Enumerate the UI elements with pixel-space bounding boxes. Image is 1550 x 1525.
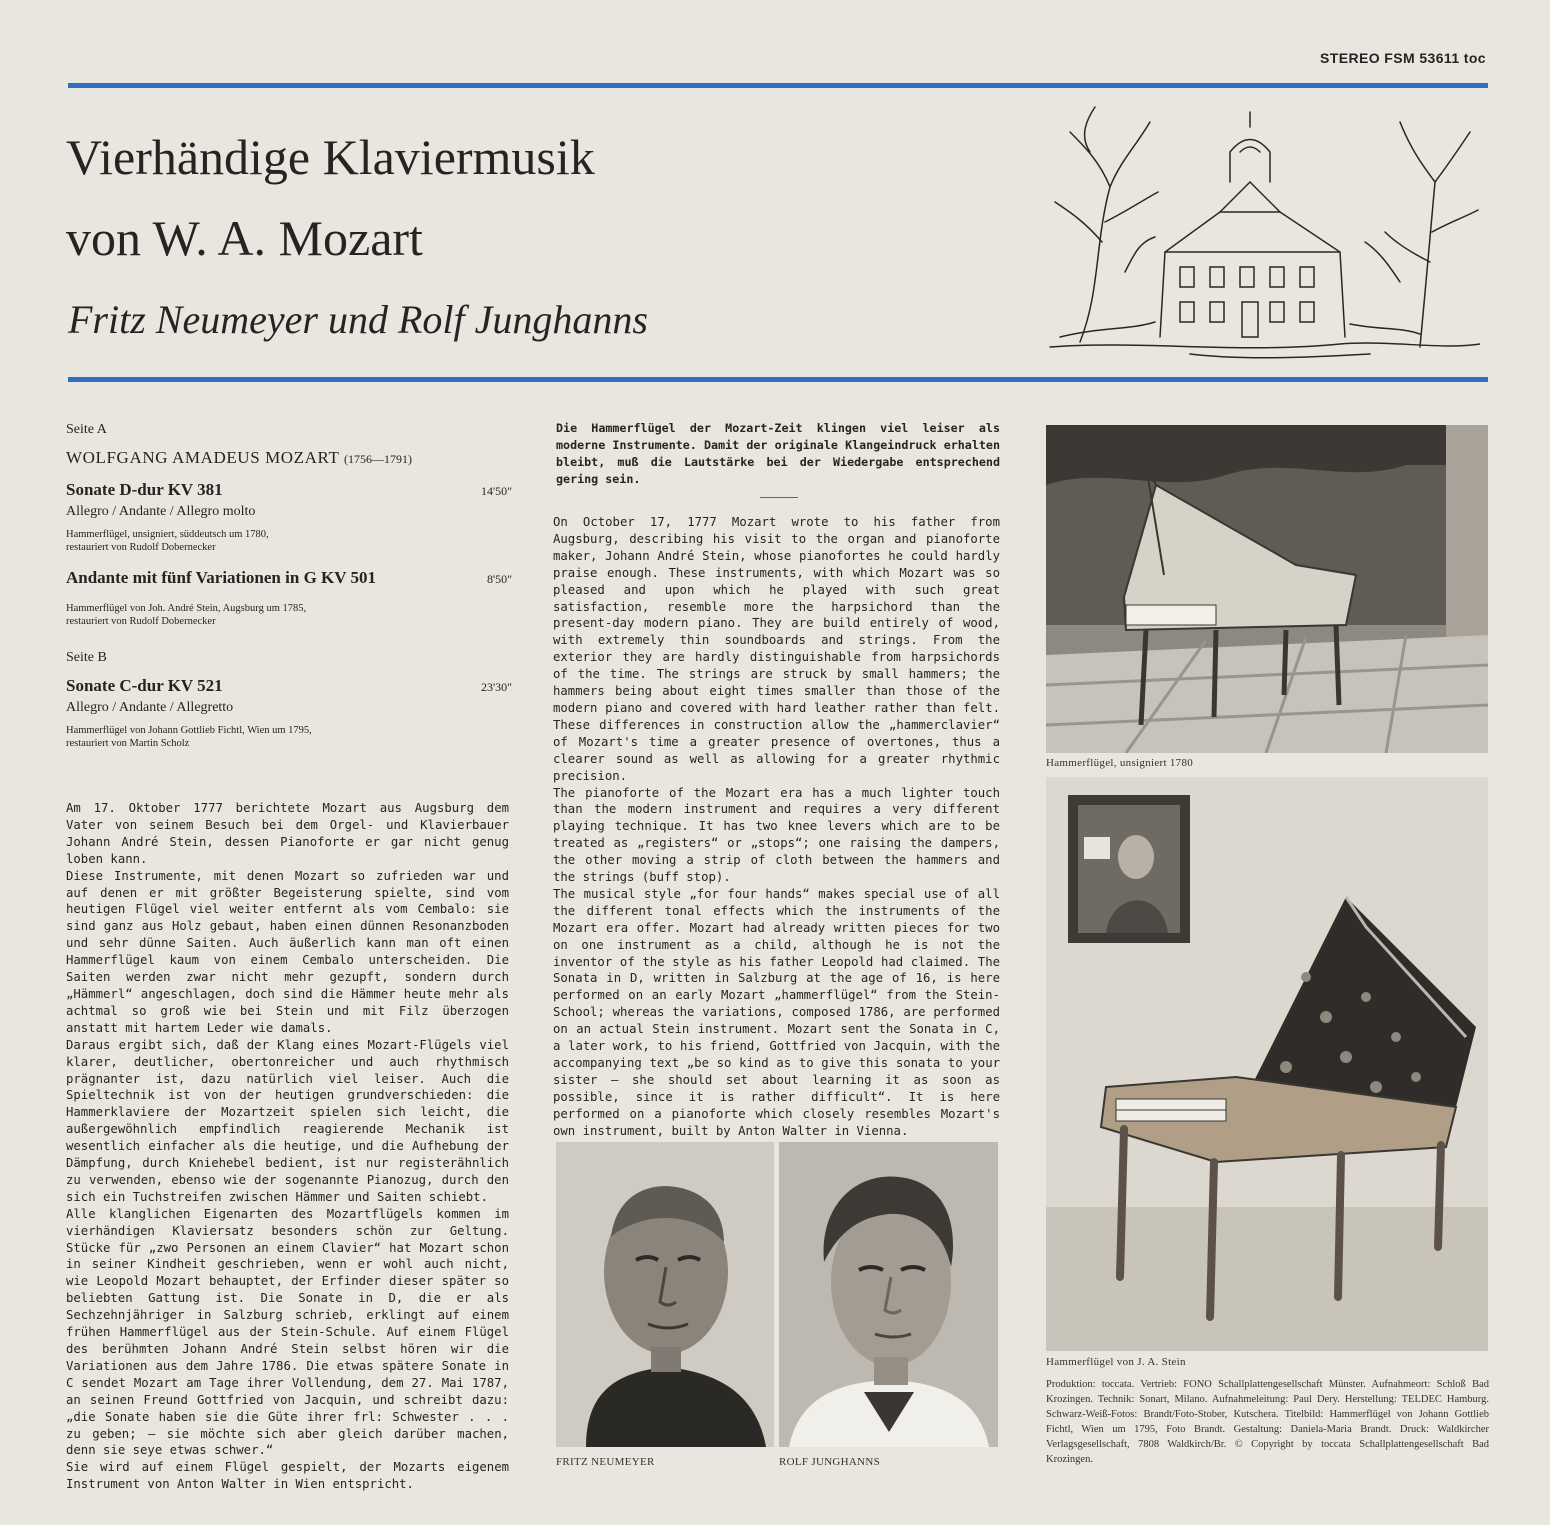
production-credits: Produktion: toccata. Vertrieb: FONO Schallplattengesellschaft Münster. Aufnahmeort: Schloß Bad Krozingen. Technik: Sonart, Milano. Aufnahmeleitung: Paul Dery. Herstellung: TELDEC Hamburg. Schwarz-Weiß-Fotos: Brandt/Foto-Stober, Kutschera. Titelbild: Hammerflügel von Johann Gottlieb Fichtl, Wien um 1795, Foto Brandt. Gestaltung: Daniela-Maria Brandt. Druck: Waldkircher Verlagsgesellschaft, 7808 Waldkirch/Br. © Copyright by toccata Schallplattengesellschaft Bad Krozingen. xyxy=(1046,1379,1489,1465)
work-2-title: Andante mit fünf Variationen in G KV 501 xyxy=(66,568,376,587)
work-3-title: Sonate C-dur KV 521 xyxy=(66,676,223,695)
title-line-1: Vierhändige Klaviermusik xyxy=(66,129,595,185)
work-1-duration: 14'50" xyxy=(480,484,512,498)
catalog-number: STEREO FSM 53611 toc xyxy=(1320,50,1486,66)
composer-heading xyxy=(66,448,512,468)
caption-rolf-junghanns: ROLF JUNGHANNS xyxy=(779,1456,881,1468)
german-liner-notes xyxy=(66,800,509,1493)
tracklist xyxy=(66,422,512,750)
side-a-label: Seite A xyxy=(66,422,107,437)
work-1-movements: Allegro / Andante / Allegro molto xyxy=(66,504,256,519)
english-liner-notes xyxy=(553,514,1000,1140)
album-title xyxy=(66,130,595,266)
photo-hammerfluegel-stein xyxy=(1046,777,1488,1351)
german-paragraph: Diese Instrumente, mit denen Mozart so zufrieden war und auf denen er mit größter Begeisterung spielte, sind vom heutigen Flügel viel weiter entfernt als vom Cembalo: sie sind ganz aus Holz gebaut, haben einen dünnen Resonanzboden und sehr dünne Saiten. Auch äußerlich kann man oft einen Hammerflügel kaum von einem Cembalo unterscheiden. Die Saiten werden zwar nicht mehr gezupft, sondern durch „Hämmerl“ angeschlagen, doch sind die Hämmer heute mehr als achtmal so groß wie bei Stein und mit Filz überzogen anstatt mit hartem Leder wie damals. xyxy=(66,868,509,1035)
english-paragraph: The musical style „for four hands“ makes special use of all the different tonal effects which the instruments of the Mozart era offer. Mozart had already written pieces for two on one instrument as a child, although he is not the inventor of the style as his father Leopold had claimed. The Sonata in D, written in Salzburg at the age of 16, is here performed on an early Mozart „hammerflügel“ from the Stein-School; whereas the variations, composed 1786, are performed on an actual Stein instrument. Mozart sent the Sonata in C, a later work, to his friend, Gottfried von Jacquin, with the accompanying text „be so kind as to give this sonata to your sister — she should set about learning it as soon as possible, since it is rather difficult“. It is here performed on a pianoforte which closely resembles Mozart's own instrument, built by Anton Walter in Vienna. xyxy=(553,886,1000,1138)
portrait-fritz-neumeyer xyxy=(556,1142,774,1447)
performers-subtitle: Fritz Neumeyer und Rolf Junghanns xyxy=(68,297,648,342)
composer-name: WOLFGANG AMADEUS MOZART xyxy=(66,448,340,467)
playback-volume-note: Die Hammerflügel der Mozart-Zeit klingen viel leiser als moderne Instrumente. Damit der originale Klangeindruck erhalten bleibt, muß die Lautstärke bei der Wiedergabe entsprechend gering sein. xyxy=(556,421,1000,486)
side-b-label: Seite B xyxy=(66,650,107,665)
work-2-duration: 8'50" xyxy=(486,572,512,586)
work-2 xyxy=(66,568,512,588)
work-1-note-line1: Hammerflügel, unsigniert, süddeutsch um 1780, xyxy=(66,529,269,540)
work-2-note-line1: Hammerflügel von Joh. André Stein, Augsburg um 1785, xyxy=(66,603,307,614)
bottom-blue-rule xyxy=(68,377,1488,382)
castle-sketch-illustration xyxy=(1040,92,1480,367)
work-2-note-line2: restauriert von Rudolf Dobernecker xyxy=(66,616,216,627)
work-1-title: Sonate D-dur KV 381 xyxy=(66,480,223,499)
work-3-note-line1: Hammerflügel von Johann Gottlieb Fichtl, Wien um 1795, xyxy=(66,725,312,736)
german-paragraph: Daraus ergibt sich, daß der Klang eines Mozart-Flügels viel klarer, deutlicher, obertonreicher und auch rhythmisch prägnanter ist, dazu natürlich viel leiser. Auch die Spieltechnik ist von der heutigen grundverschieden: die Hammerklaviere der Mozartzeit spielen sich leicht, die außergewöhnlich empfindlich reagierende Mechanik ist wesentlich einfacher als die heutige, und die Aufhebung der Dämpfung, durch Kniehebel bedient, ist nur registerähnlich zu verwenden, ebenso wie der sogenannte Pianozug, durch den sich ein Tuchstreifen zwischen Hämmer und Saiten schiebt. xyxy=(66,1037,509,1204)
work-1 xyxy=(66,480,512,500)
composer-years: (1756—1791) xyxy=(344,452,413,466)
top-blue-rule xyxy=(68,83,1488,88)
work-3 xyxy=(66,676,512,696)
work-3-instrument-note xyxy=(66,724,512,750)
work-1-instrument-note xyxy=(66,528,512,554)
english-paragraph: On October 17, 1777 Mozart wrote to his father from Augsburg, describing his visit to the organ and pianoforte maker, Johann André Stein, whose pianofortes he could hardly praise enough. These instruments, with which Mozart was so pleased and upon which he played with such great satisfaction, resemble more the harpsichord than the present-day modern piano. They are build entirely of wood, with extremely thin soundboards and strings. From the exterior they are hardly distinguishable from harpsichords of the time. The strings are struck by small hammers; the hammers being about eight times smaller than those of the modern piano and covered with hard leather rather than felt. These differences in construction allow the „hammerclavier“ of Mozart's time a greater presence of overtones, thus a clearer sound as well as allowing for a greater rhythmic precision. xyxy=(553,515,1000,783)
german-paragraph: Sie wird auf einem Flügel gespielt, der Mozarts eigenem Instrument von Anton Walter in Wien entspricht. xyxy=(66,1460,509,1492)
caption-photo-2: Hammerflügel von J. A. Stein xyxy=(1046,1356,1186,1368)
work-2-instrument-note xyxy=(66,602,512,628)
photo-hammerfluegel-unsigniert xyxy=(1046,425,1488,753)
german-paragraph: Am 17. Oktober 1777 berichtete Mozart aus Augsburg dem Vater von seinem Besuch bei dem Orgel- und Klavierbauer Johann André Stein, dessen Pianoforte er gar nicht genug loben kann. xyxy=(66,801,509,866)
english-paragraph: The pianoforte of the Mozart era has a much lighter touch than the modern instrument and requires a very different playing technique. It has two knee levers which are to be treated as „registers“ or „stops“; one raising the dampers, the other moving a strip of cloth between the hammers and the strings (buff stop). xyxy=(553,785,1000,885)
divider xyxy=(760,497,798,498)
portrait-rolf-junghanns xyxy=(779,1142,998,1447)
german-paragraph: Alle klanglichen Eigenarten des Mozartflügels kommen im vierhändigen Klaviersatz besonders schön zur Geltung. Stücke für „zwo Personen an einem Clavier“ hat Mozart schon in seiner Kindheit geschrieben, wenn er wohl auch nicht, wie Leopold Mozart behauptet, der Erfinder dieser später so beliebten Gattung ist. Die Sonate in D, die er als Sechzehnjähriger in Salzburg schrieb, erklingt auf einem frühen Hammerflügel aus der Stein-Schule. Auf einem Flügel des berühmten Johann André Stein selbst hören wir die Variationen aus dem Jahre 1786. Die etwas spätere Sonate in C sendet Mozart am Tage ihrer Vollendung, dem 27. Mai 1787, an seinen Freund Gottfried von Jacquin, und schreibt dazu: „die Sonate haben sie die Güte ihrer frl: Schwester . . . zu geben; — sie möchte sich aber gleich darüber machen, denn sie seye etwas schwer.“ xyxy=(66,1206,509,1458)
caption-fritz-neumeyer: FRITZ NEUMEYER xyxy=(556,1456,655,1468)
caption-photo-1: Hammerflügel, unsigniert 1780 xyxy=(1046,757,1194,769)
work-3-note-line2: restauriert von Martin Scholz xyxy=(66,738,190,749)
work-1-note-line2: restauriert von Rudolf Dobernecker xyxy=(66,542,216,553)
work-3-duration: 23'30" xyxy=(480,680,512,694)
work-3-movements: Allegro / Andante / Allegretto xyxy=(66,700,234,715)
title-line-2: von W. A. Mozart xyxy=(66,210,423,266)
